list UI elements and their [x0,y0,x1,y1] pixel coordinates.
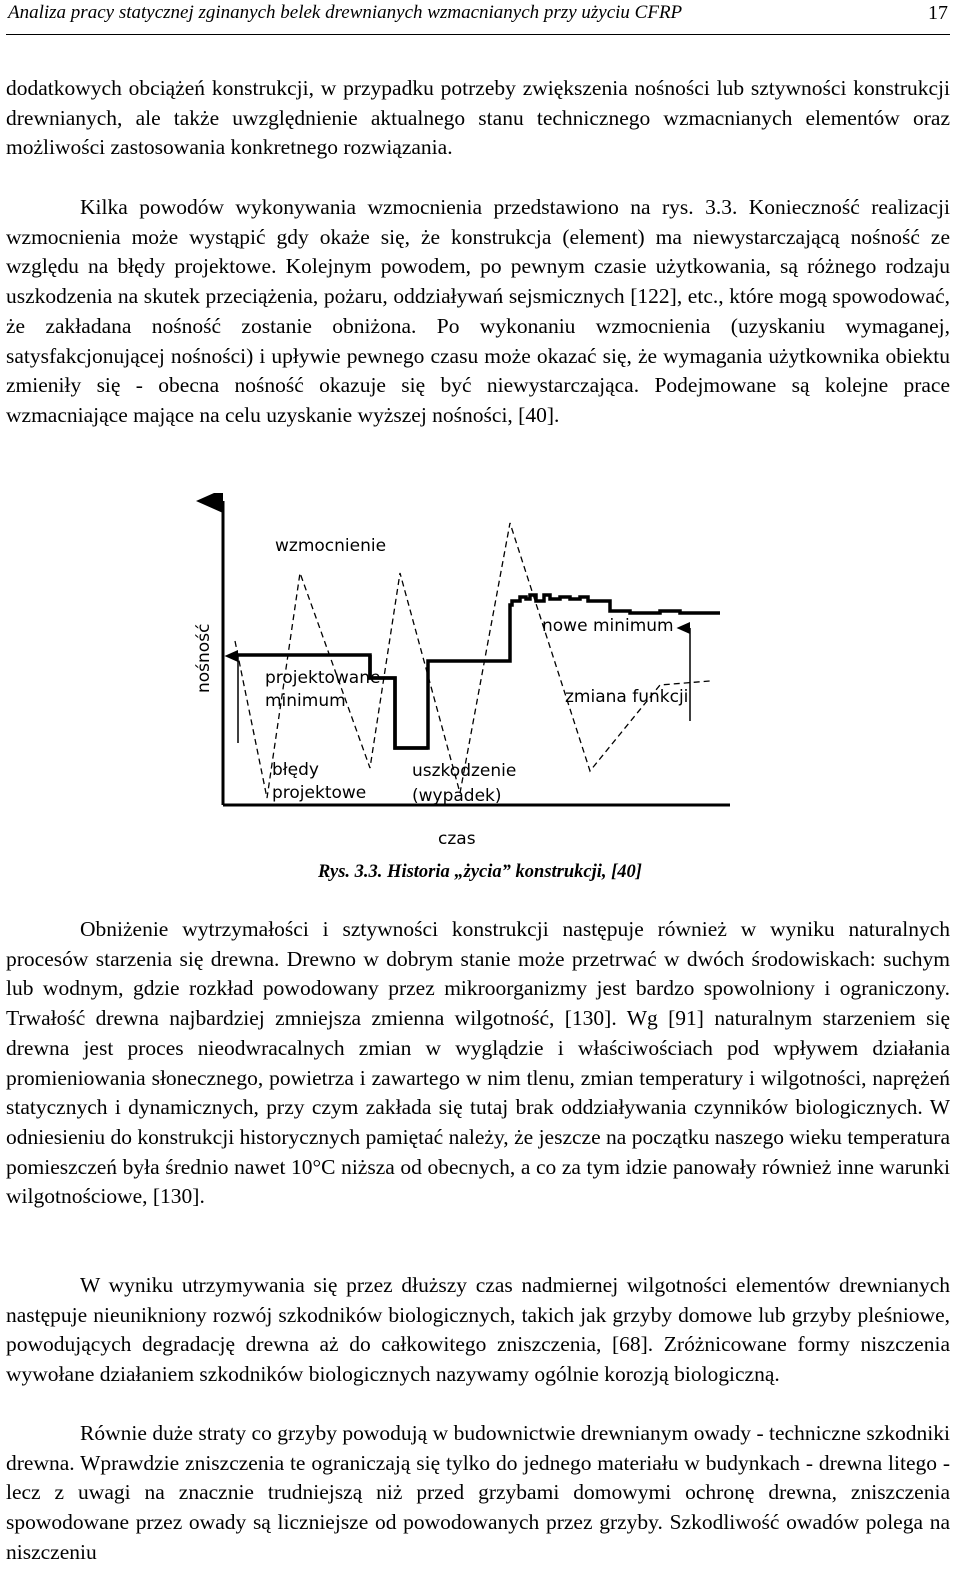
label-czas: czas [438,829,476,849]
page-header [6,0,950,35]
label-uszkodzenie: uszkodzenie [412,761,517,781]
label-nowe-minimum: nowe minimum [542,616,674,636]
label-wzmocnienie: wzmocnienie [275,536,387,556]
label-wypadek: (wypadek) [412,786,502,806]
paragraph-reasons: Kilka powodów wykonywania wzmocnienia przedstawiono na rys. 3.3. Konieczność realizacji wzmocnienia może wystąpić gdy okaże się, że konstrukcja (element) ma niewystarczającą nośność ze względu na błędy projektowe. Kolejnym powodem, po pewnym czasie użytkowania, są różnego rodzaju uszkodzenia na skutek przeciążenia, pożaru, oddziaływań sejsmicznych [122], etc., które mogą spowodować, że zakładana nośność zostanie obniżona. Po wykonaniu wzmocnienia (uzyskaniu wymaganej, satysfakcjonującej nośności) i upływie pewnego czasu może okazać się, że wymagania użytkownika obiektu zmieniły się - obecna nośność okazuje się być niewystarczająca. Podejmowane są kolejne prace wzmacniające mające na celu uzyskanie wyższej nośności, [40]. [6,195,950,427]
page-number: 17 [928,2,948,24]
paragraph-aging: Obniżenie wytrzymałości i sztywności konstrukcji następuje również w wyniku naturalnych procesów starzenia się drewna. Drewno w dobrym stanie może przetrwać w dwóch środowiskach: suchym lub wodnym, gdzie rozkład powodowany przez mikroorganizmy jest bardzo spowolniony i ograniczony. Trwałość drewna najbardziej zmniejsza zmienna wilgotność, [130]. Wg [91] naturalnym starzeniem się drewna jest proces nieodwracalnych zmian w wyglądzie i właściwościach pod wpływem działania promieniowania słonecznego, powietrza i zawartego w nim tlenu, zmian temperatury i wilgotności, naprężeń statycznych i dynamicznych, przy czym zakłada się tutaj brak oddziaływania czynników biologicznych. W odniesieniu do konstrukcji historycznych pamiętać należy, że jeszcze na początku naszego wieku temperatura pomieszczeń była średnio nawet 10°C niższa od obecnych, a co za tym idzie panowały również inne warunki wilgotnościowe, [130]. [6,917,950,1209]
paragraph-continued: dodatkowych obciążeń konstrukcji, w przypadku potrzeby zwiększenia nośności lub sztywności konstrukcji drewnianych, ale także uwzględnienie aktualnego stanu technicznego wzmacnianych elementów oraz możliwości zastosowania konkretnego rozwiązania. [6,76,950,160]
label-nosnosc: nośność [194,623,214,693]
label-projektowane: projektowane [265,668,381,688]
running-title: Analiza pracy statycznej zginanych belek drewnianych wzmacnianych przy użyciu CFRP [8,2,683,23]
label-projektowe: projektowe [272,783,367,803]
label-zmiana-funkcji: zmiana funkcji [565,687,689,707]
figure-structure-life-history [190,493,780,858]
figure-graphic [190,493,780,858]
paragraph-fungi: W wyniku utrzymywania się przez dłuższy czas nadmiernej wilgotności elementów drewnianych następuje nieunikniony rozwój szkodników biologicznych, takich jak grzyby domowe lub grzyby pleśniowe, powodujących degradację drewna aż do całkowitego zniszczenia, [68]. Zróżnicowane formy niszczenia wywołane działaniem szkodników biologicznych nazywamy ogólnie korozją biologiczną. [6,1273,950,1387]
paragraph-insects: Równie duże straty co grzyby powodują w budownictwie drewnianym owady - techniczne szkodniki drewna. Wprawdzie zniszczenia te ograniczają się tylko do jednego materiału w budynkach - drewna litego - lecz z uwagi na znacznie trudniejszą niż przed grzybami domowymi ochronę drewna, zniszczenia spowodowane przez owady są liczniejsze od powodowanych przez grzyby. Szkodliwość owadów polega na niszczeniu [6,1421,950,1564]
figure-caption: Rys. 3.3. Historia „życia” konstrukcji, [40] [318,862,642,882]
label-minimum: minimum [265,691,346,711]
label-bledy: błędy [272,760,319,780]
